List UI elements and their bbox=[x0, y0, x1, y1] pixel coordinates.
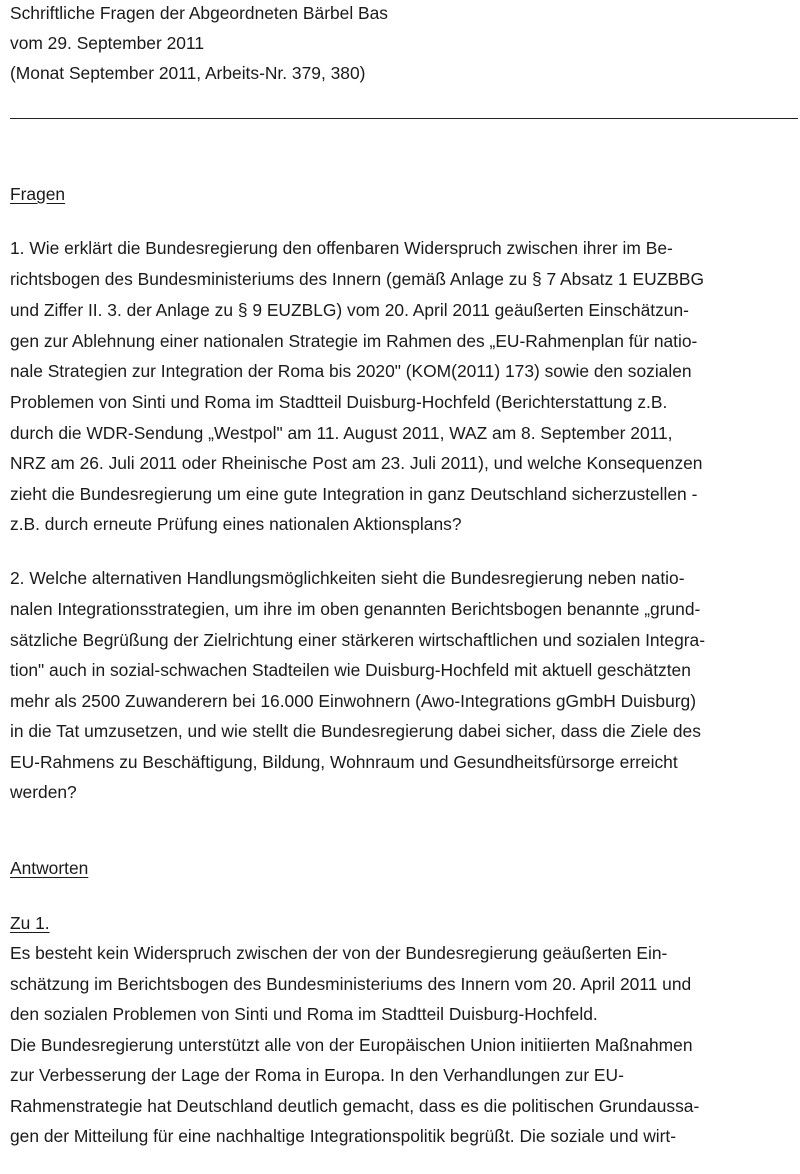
answer-1-heading: Zu 1. bbox=[10, 913, 50, 933]
question-2-line: werden? bbox=[10, 782, 77, 802]
answers-heading: Antworten bbox=[10, 858, 89, 878]
question-2-line: nalen Integrationsstrategien, um ihre im oben genannten Berichtsbogen benannte „grund- bbox=[10, 599, 701, 619]
question-2-line: 2. Welche alternativen Handlungsmöglichkeiten sieht die Bundesregierung neben natio- bbox=[10, 568, 685, 588]
question-2-line: in die Tat umzusetzen, und wie stellt die Bundesregierung dabei sicher, dass die Ziele des bbox=[10, 721, 701, 741]
answer-1-line: Die Bundesregierung unterstützt alle von der Europäischen Union initiierten Maßnahmen bbox=[10, 1035, 693, 1055]
header-date: vom 29. September 2011 bbox=[10, 33, 204, 53]
answer-1-line: den sozialen Problemen von Sinti und Roma im Stadtteil Duisburg-Hochfeld. bbox=[10, 1004, 598, 1024]
answer-1-line: Rahmenstrategie hat Deutschland deutlich gemacht, dass es die politischen Grundaussa- bbox=[10, 1096, 700, 1116]
answer-1-line: Es besteht kein Widerspruch zwischen der von der Bundesregierung geäußerten Ein- bbox=[10, 943, 668, 963]
answer-1-line: schätzung im Berichtsbogen des Bundesministeriums des Innern vom 20. April 2011 und bbox=[10, 974, 692, 994]
header-divider bbox=[10, 118, 798, 119]
question-2-line: EU-Rahmens zu Beschäftigung, Bildung, Wohnraum und Gesundheitsfürsorge erreicht bbox=[10, 752, 678, 772]
question-1-line: nale Strategien zur Integration der Roma bis 2020" (KOM(2011) 173) sowie den sozialen bbox=[10, 361, 692, 381]
question-2-line: mehr als 2500 Zuwanderern bei 16.000 Einwohnern (Awo-Integrations gGmbH Duisburg) bbox=[10, 691, 697, 711]
question-2-line: tion" auch in sozial-schwachen Stadteilen wie Duisburg-Hochfeld mit aktuell geschätzten bbox=[10, 660, 691, 680]
answer-1-line: gen der Mitteilung für eine nachhaltige Integrationspolitik begrüßt. Die soziale und wirt- bbox=[10, 1126, 677, 1146]
question-1-line: 1. Wie erklärt die Bundesregierung den offenbaren Widerspruch zwischen ihrer im Be- bbox=[10, 238, 673, 258]
question-1-line: richtsbogen des Bundesministeriums des Innern (gemäß Anlage zu § 7 Absatz 1 EUZBBG bbox=[10, 269, 705, 289]
question-1-line: NRZ am 26. Juli 2011 oder Rheinische Post am 23. Juli 2011), und welche Konsequenzen bbox=[10, 453, 703, 473]
question-1-line: z.B. durch erneute Prüfung eines nationalen Aktionsplans? bbox=[10, 514, 462, 534]
header-reference: (Monat September 2011, Arbeits-Nr. 379, 380) bbox=[10, 63, 366, 83]
questions-heading: Fragen bbox=[10, 184, 66, 204]
question-1-line: zieht die Bundesregierung um eine gute Integration in ganz Deutschland sicherzustellen - bbox=[10, 484, 698, 504]
header-title: Schriftliche Fragen der Abgeordneten Bärbel Bas bbox=[10, 3, 388, 23]
answer-1-line: zur Verbesserung der Lage der Roma in Europa. In den Verhandlungen zur EU- bbox=[10, 1065, 624, 1085]
question-1-line: Problemen von Sinti und Roma im Stadtteil Duisburg-Hochfeld (Berichterstattung z.B. bbox=[10, 392, 668, 412]
question-1-line: durch die WDR-Sendung „Westpol" am 11. August 2011, WAZ am 8. September 2011, bbox=[10, 423, 673, 443]
question-1-line: und Ziffer II. 3. der Anlage zu § 9 EUZBLG) vom 20. April 2011 geäußerten Einschätzun- bbox=[10, 300, 689, 320]
question-2-line: sätzliche Begrüßung der Zielrichtung einer stärkeren wirtschaftlichen und sozialen Integra- bbox=[10, 630, 706, 650]
question-1-line: gen zur Ablehnung einer nationalen Strategie im Rahmen des „EU-Rahmenplan für natio- bbox=[10, 331, 698, 351]
